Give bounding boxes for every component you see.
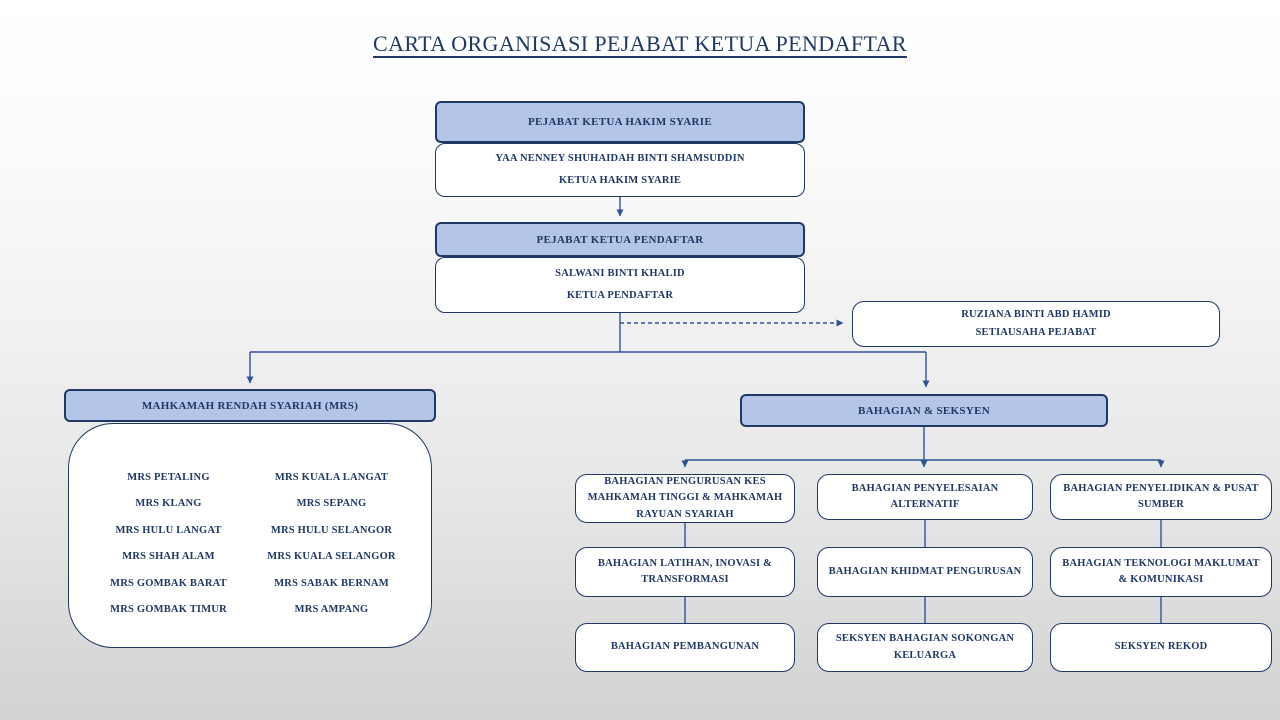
mrs-courts-panel [68, 423, 432, 648]
division-box [1050, 474, 1272, 520]
mrs-court: MRS SABAK BERNAM [274, 577, 389, 589]
mrs-court: MRS SHAH ALAM [122, 551, 215, 563]
mrs-left-column [87, 464, 250, 629]
mrs-court: MRS KUALA SELANGOR [267, 551, 396, 563]
division-label: BAHAGIAN PENYELESAIAN ALTERNATIF [851, 482, 999, 510]
division-label: BAHAGIAN PEMBANGUNAN [610, 641, 760, 653]
node-header-bahagian-seksyen [740, 394, 1108, 427]
mrs-court: MRS KUALA LANGAT [274, 471, 389, 483]
node-card-ketua-pendaftar [435, 257, 805, 313]
node-header-ketua-hakim-syarie [435, 101, 805, 143]
mrs-court: MRS HULU LANGAT [115, 524, 222, 536]
node-header-mahkamah-rendah-syariah [64, 389, 436, 422]
person-role: KETUA PENDAFTAR [566, 290, 674, 301]
division-box [1050, 547, 1272, 597]
person-name: YAA NENNEY SHUHAIDAH BINTI SHAMSUDDIN [495, 152, 745, 164]
division-label: SEKSYEN BAHAGIAN SOKONGAN KELUARGA [835, 633, 1015, 661]
mrs-court: MRS PETALING [127, 471, 210, 483]
node-header-label: MAHKAMAH RENDAH SYARIAH (MRS) [141, 399, 359, 412]
division-box [817, 474, 1033, 520]
division-box [575, 623, 795, 672]
node-header-label: PEJABAT KETUA PENDAFTAR [536, 233, 704, 246]
person-role: SETIAUSAHA PEJABAT [975, 327, 1097, 338]
division-box [1050, 623, 1272, 672]
division-label: BAHAGIAN TEKNOLOGI MAKLUMAT & KOMUNIKASI [1062, 557, 1260, 585]
mrs-court: MRS AMPANG [294, 604, 369, 616]
division-box [575, 547, 795, 597]
mrs-court: MRS SEPANG [296, 498, 367, 510]
mrs-court: MRS GOMBAK BARAT [110, 577, 227, 589]
division-label: BAHAGIAN PENGURUSAN KES MAHKAMAH TINGGI & MAHKAMAH RAYUAN SYARIAH [587, 476, 783, 520]
node-card-ketua-hakim-syarie [435, 143, 805, 197]
division-label: BAHAGIAN KHIDMAT PENGURUSAN [828, 565, 1022, 577]
division-box [817, 623, 1033, 672]
person-role: KETUA HAKIM SYARIE [558, 175, 682, 186]
node-header-ketua-pendaftar [435, 222, 805, 257]
person-name: SALWANI BINTI KHALID [555, 267, 685, 279]
page-title: CARTA ORGANISASI PEJABAT KETUA PENDAFTAR [373, 31, 907, 56]
division-label: BAHAGIAN PENYELIDIKAN & PUSAT SUMBER [1063, 482, 1259, 510]
division-box [817, 547, 1033, 597]
mrs-court: MRS KLANG [135, 498, 202, 510]
mrs-court: MRS HULU SELANGOR [270, 524, 393, 536]
mrs-court: MRS GOMBAK TIMUR [110, 604, 227, 616]
person-name: RUZIANA BINTI ABD HAMID [961, 308, 1111, 320]
division-label: SEKSYEN REKOD [1114, 641, 1208, 653]
mrs-right-column [250, 464, 413, 629]
node-card-setiausaha-pejabat [852, 301, 1220, 347]
division-label: BAHAGIAN LATIHAN, INOVASI & TRANSFORMASI [597, 557, 773, 585]
division-box [575, 474, 795, 523]
node-header-label: BAHAGIAN & SEKSYEN [858, 404, 990, 417]
node-header-label: PEJABAT KETUA HAKIM SYARIE [528, 116, 712, 128]
